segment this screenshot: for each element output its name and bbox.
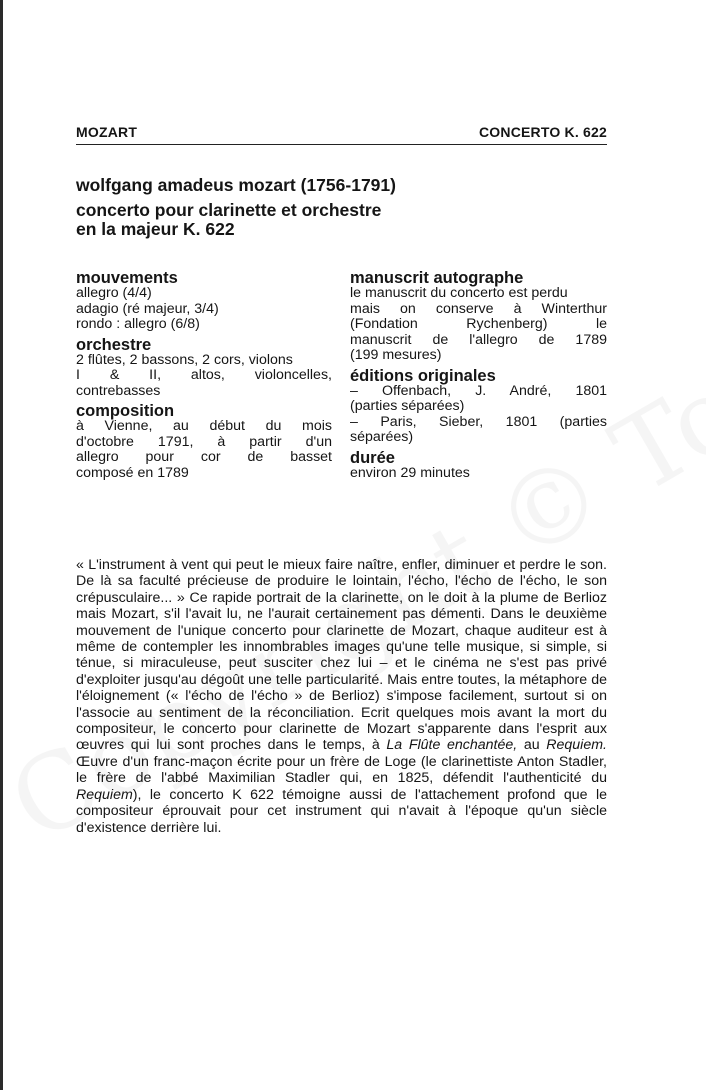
composition-heading: composition [76,402,175,420]
orchestre-heading: orchestre [76,335,152,354]
mouvement-2: adagio (ré majeur, 3/4) [76,300,219,317]
duree-heading: durée [350,448,395,467]
composition-line-3: allegro pour cor de basset [76,449,332,465]
left-column [76,270,332,481]
page-binding-edge [0,0,3,1090]
header-work: CONCERTO K. 622 [479,124,607,140]
editions-line-3: – Paris, Sieber, 1801 (parties [350,413,607,430]
orchestre-line-3: contrebasses [76,382,161,399]
mouvements-heading: mouvements [76,269,178,287]
editions-line-1: – Offenbach, J. André, 1801 [350,382,607,399]
header-composer: MOZART [76,124,138,140]
work-title-line1: concerto pour clarinette et orchestre [76,200,382,220]
editions-heading: éditions originales [350,366,496,385]
commentary-paragraph [76,557,607,836]
orchestre-line-2: I & II, altos, violoncelles, [76,367,332,383]
editions-line-2: (parties séparées) [350,398,465,414]
title-requiem: Requiem. [546,737,607,754]
composition-line-1: à Vienne, au début du mois [76,418,332,434]
manuscrit-line-2: mais on conserve à Winterthur [350,300,607,317]
title-flute-enchantee: La Flûte enchantée, [386,737,518,754]
manuscrit-heading: manuscrit autographe [350,269,524,287]
duree-value: environ 29 minutes [350,464,470,481]
paragraph-part-4: ), le concerto K 622 témoigne aussi de l'attachement profond que le compositeur éprouvait pour cet instrument qui n'avait à l'époque qu'un siècle d'existence derrière lui. [76,786,607,836]
composition-line-4: composé en 1789 [76,464,189,481]
composition-line-2: d'octobre 1791, à partir d'un [76,433,332,450]
mouvement-1: allegro (4/4) [76,285,152,301]
title-block [76,176,576,239]
manuscrit-line-1: le manuscrit du concerto est perdu [350,285,568,301]
header-rule [76,144,607,145]
work-title-line2: en la majeur K. 622 [76,219,235,239]
manuscrit-line-3: (Fondation Rychenberg) le [350,316,607,332]
paragraph-part-1: « L'instrument à vent qui peut le mieux faire naître, enfler, diminuer et perdre le son. De là sa faculté précieuse de produire le lointain, l'écho, l'écho de l'écho, le son crépusculaire... » Ce rapide portrait de la clarinette, on le doit à la plume de Berlioz mais Mozart, s'il l'avait lu, ne l'aurait certainement pas démenti. Dans le deuxième mouvement de l'unique concerto pour clarinette de Mozart, chaque auditeur est à même de contempler les innombrables images qu'une telle musique, si simple, si ténue, si miraculeuse, peut susciter chez lui – et le cinéma ne s'est pas privé d'exploiter jusqu'au dégoût une telle particularité. Mais entre toutes, la métaphore de l'éloignement (« l'écho de l'écho » de Berlioz) s'impose facilement, surtout si on l'associe au sentiment de la réconciliation. Ecrit quelques mois avant la mort du compositeur, le concerto pour clarinette de Mozart s'apparente dans l'esprit aux œuvres qui lui sont proches dans le temps, à [76,557,607,754]
editions-line-4: séparées) [350,429,414,445]
composer-title: wolfgang amadeus mozart (1756-1791) [76,175,396,195]
mouvement-3: rondo : allegro (6/8) [76,316,200,332]
manuscrit-line-4: manuscrit de l'allegro de 1789 [350,331,607,348]
manuscrit-line-5: (199 mesures) [350,347,442,363]
title-requiem-2: Requiem [76,786,133,803]
right-column [350,270,607,481]
orchestre-line-1: 2 flûtes, 2 bassons, 2 cors, violons [76,351,293,368]
paragraph-part-2: au [517,737,547,754]
paragraph-part-3: Œuvre d'un franc-maçon écrite pour un frère de Loge (le clarinettiste Anton Stadler, le frère de l'abbé Maximilian Stadler qui, en 1825, défendit l'authenticité du [76,753,607,787]
running-header [76,124,607,140]
